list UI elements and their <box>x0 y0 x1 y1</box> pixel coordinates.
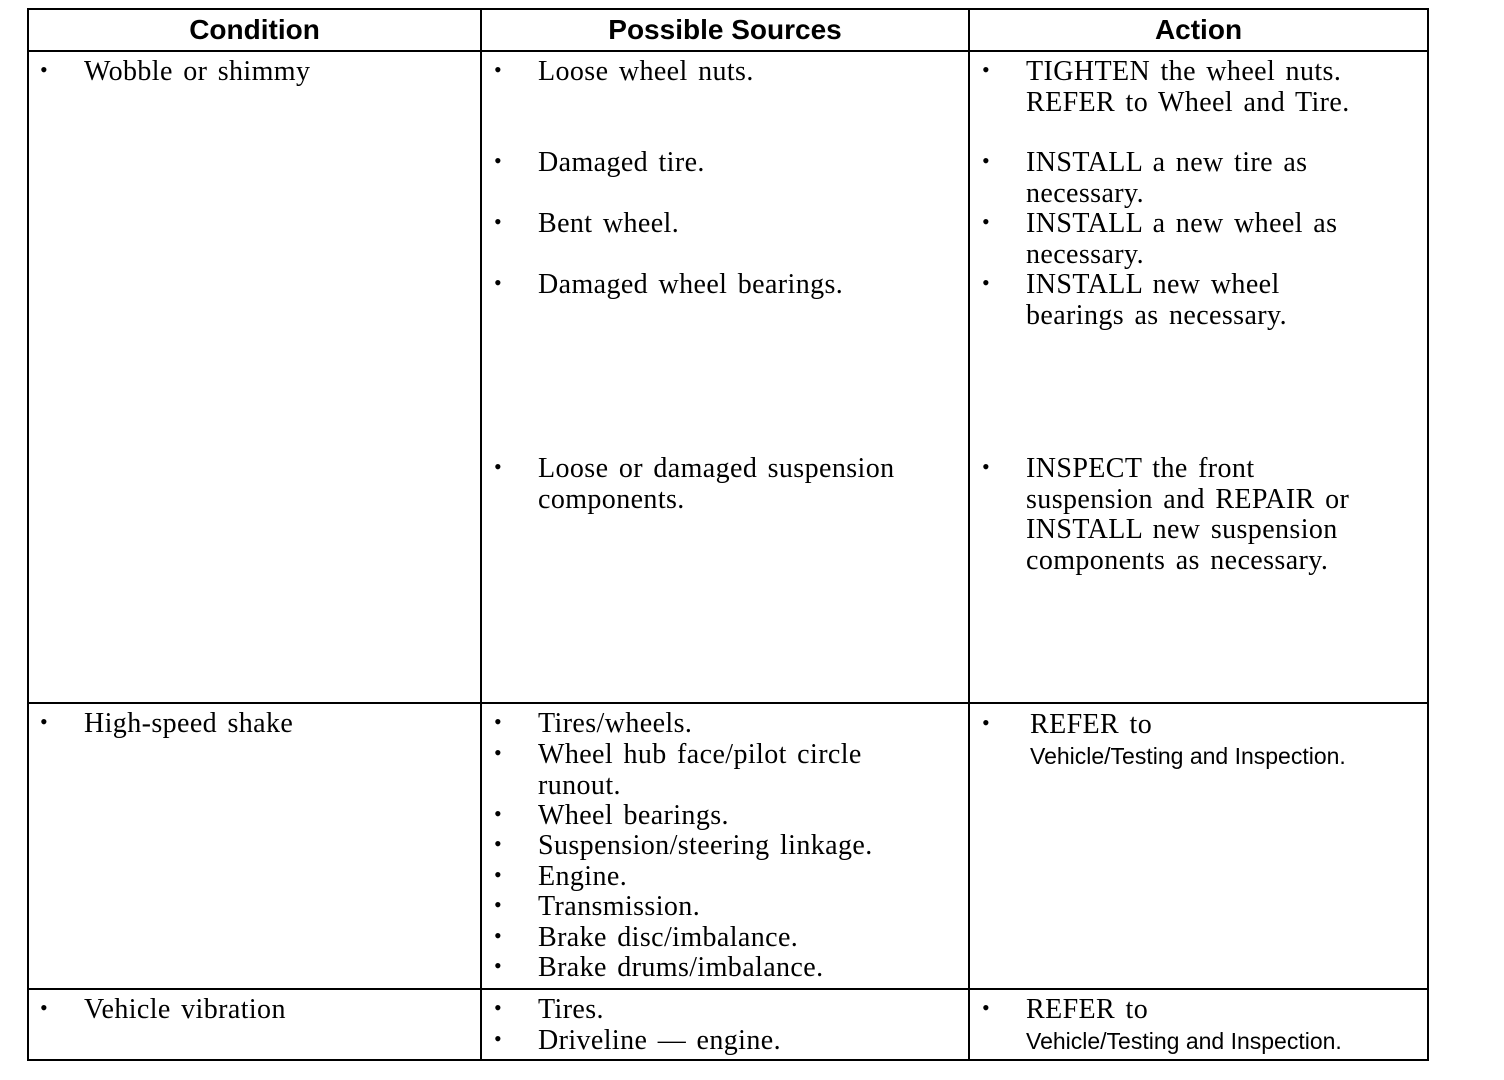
table-border-bottom <box>27 1059 1429 1061</box>
header-action: Action <box>1154 14 1243 45</box>
bullet-icon: • <box>40 57 49 82</box>
bullet-icon: • <box>494 209 503 234</box>
action-item: • TIGHTEN the wheel nuts. REFER to Wheel and Tire. <box>982 56 1350 118</box>
action-item: • INSTALL a new tire as necessary. <box>982 147 1308 209</box>
source-item: • Wheel bearings. <box>494 800 729 831</box>
bullet-icon: • <box>982 454 991 479</box>
bullet-icon: • <box>494 995 503 1020</box>
bullet-icon: • <box>494 831 503 856</box>
bullet-icon: • <box>982 995 991 1020</box>
source-item: • Suspension/steering linkage. <box>494 830 873 861</box>
bullet-icon: • <box>494 270 503 295</box>
bullet-icon: • <box>494 148 503 173</box>
action-item: • INSPECT the front suspension and REPAIR or INSTALL new suspension components as necessary. <box>982 453 1350 576</box>
bullet-icon: • <box>982 209 991 234</box>
row-divider <box>27 988 1429 990</box>
bullet-icon: • <box>494 892 503 917</box>
source-item: • Tires/wheels. <box>494 708 693 739</box>
action-item: • INSTALL a new wheel as necessary. <box>982 208 1338 270</box>
action-item: • REFER to Vehicle/Testing and Inspection. <box>982 994 1342 1054</box>
header-condition: Condition <box>189 14 320 45</box>
bullet-icon: • <box>982 57 991 82</box>
source-item: • Bent wheel. <box>494 208 680 239</box>
bullet-icon: • <box>982 270 991 295</box>
action-item: • INSTALL new wheel bearings as necessary. <box>982 269 1287 331</box>
condition-cell: • High-speed shake <box>40 708 294 739</box>
bullet-icon: • <box>494 862 503 887</box>
column-divider <box>968 8 970 1061</box>
row-divider <box>27 702 1429 704</box>
condition-cell: • Vehicle vibration <box>40 994 286 1025</box>
source-item: • Driveline — engine. <box>494 1025 781 1056</box>
source-item: • Brake drums/imbalance. <box>494 952 824 983</box>
header-possible-sources: Possible Sources <box>608 14 842 45</box>
bullet-icon: • <box>494 709 503 734</box>
condition-cell: • Wobble or shimmy <box>40 56 311 87</box>
source-item: • Loose or damaged suspension components. <box>494 453 895 515</box>
bullet-icon: • <box>494 1026 503 1051</box>
column-divider <box>480 8 482 1061</box>
bullet-icon: • <box>494 923 503 948</box>
bullet-icon: • <box>494 454 503 479</box>
source-item: • Tires. <box>494 994 604 1025</box>
source-item: • Loose wheel nuts. <box>494 56 754 87</box>
source-item: • Engine. <box>494 861 628 892</box>
bullet-icon: • <box>494 740 503 765</box>
bullet-icon: • <box>494 801 503 826</box>
source-item: • Damaged tire. <box>494 147 705 178</box>
source-item: • Damaged wheel bearings. <box>494 269 844 300</box>
bullet-icon: • <box>40 995 49 1020</box>
bullet-icon: • <box>40 709 49 734</box>
action-item: • REFER to Vehicle/Testing and Inspection. <box>982 709 1346 769</box>
bullet-icon: • <box>494 57 503 82</box>
source-item: • Brake disc/imbalance. <box>494 922 799 953</box>
source-item: • Wheel hub face/pilot circle runout. <box>494 739 862 801</box>
bullet-icon: • <box>494 953 503 978</box>
table-border-left <box>27 8 29 1061</box>
table-border-right <box>1427 8 1429 1061</box>
bullet-icon: • <box>982 148 991 173</box>
source-item: • Transmission. <box>494 891 701 922</box>
bullet-icon: • <box>982 710 991 735</box>
